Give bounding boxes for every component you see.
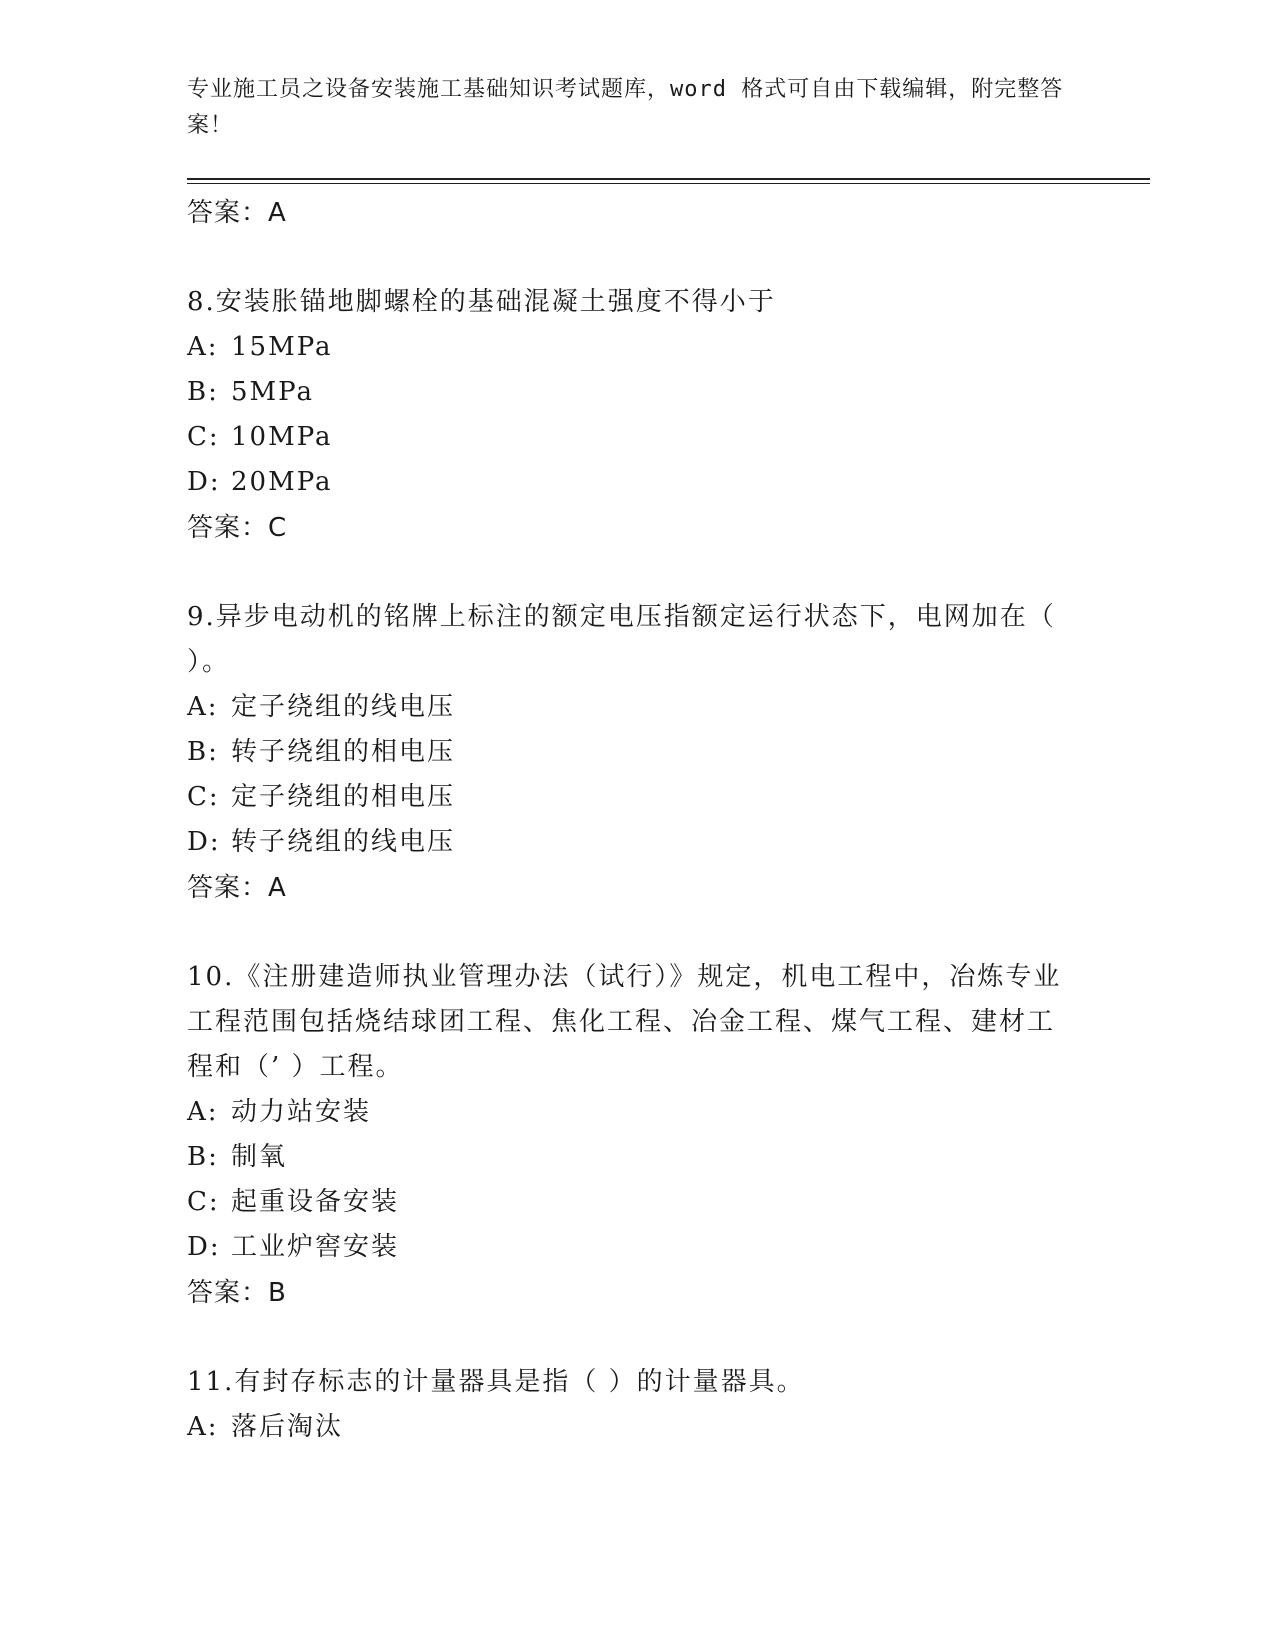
answer-line: 答案：B: [187, 1278, 287, 1308]
option-d: [187, 460, 1087, 505]
option-key: A:: [187, 1412, 219, 1442]
option-text: 动力站安装: [231, 1097, 372, 1127]
question-stem: 8.安装胀锚地脚螺栓的基础混凝土强度不得小于: [187, 287, 776, 317]
header-rule-thin: [187, 183, 1150, 184]
option-key: B:: [187, 377, 219, 407]
option-key: D:: [187, 827, 221, 857]
option-key: B:: [187, 737, 219, 767]
answer-line: 答案：A: [187, 873, 287, 903]
option-text: 定子绕组的线电压: [231, 692, 456, 722]
option-key: A:: [187, 1097, 219, 1127]
header-rule-thick: [187, 178, 1150, 180]
option-text: 工业炉窖安装: [231, 1232, 400, 1262]
question-block: [187, 955, 1087, 1316]
option-key: A:: [187, 332, 219, 362]
option-text: 落后淘汰: [231, 1412, 344, 1442]
question-block: [187, 595, 1087, 911]
option-text: 5MPa: [231, 377, 314, 407]
option-b: [187, 370, 1087, 415]
option-a: [187, 325, 1087, 370]
option-key: A:: [187, 692, 219, 722]
option-key: D:: [187, 1232, 221, 1262]
option-key: B:: [187, 1142, 219, 1172]
option-text: 10MPa: [231, 422, 333, 452]
option-key: C:: [187, 782, 220, 812]
option-key: D:: [187, 467, 221, 497]
option-a: [187, 685, 1087, 730]
option-text: 制氧: [231, 1142, 288, 1172]
option-key: C:: [187, 1187, 220, 1217]
answer-line: 答案：C: [187, 513, 288, 543]
option-c: [187, 415, 1087, 460]
option-a: [187, 1405, 1087, 1450]
option-d: [187, 1225, 1087, 1270]
option-text: 20MPa: [231, 467, 333, 497]
option-b: [187, 730, 1087, 775]
option-text: 定子绕组的相电压: [231, 782, 456, 812]
question-block: [187, 280, 1087, 551]
option-d: [187, 820, 1087, 865]
question-block: [187, 1360, 1087, 1450]
option-text: 转子绕组的相电压: [231, 737, 456, 767]
option-b: [187, 1135, 1087, 1180]
option-a: [187, 1090, 1087, 1135]
option-text: 起重设备安装: [231, 1187, 400, 1217]
question-stem: 9.异步电动机的铭牌上标注的额定电压指额定运行状态下，电网加在（ ）。: [187, 602, 1056, 677]
option-text: 15MPa: [231, 332, 333, 362]
option-text: 转子绕组的线电压: [231, 827, 456, 857]
option-c: [187, 1180, 1087, 1225]
answer-line: 答案：A: [187, 198, 287, 228]
option-key: C:: [187, 422, 220, 452]
question-list: [187, 190, 1087, 1450]
document-header: 专业施工员之设备安装施工基础知识考试题库，word 格式可自由下载编辑，附完整答案！: [187, 77, 1064, 138]
question-stem: 10.《注册建造师执业管理办法（试行）》规定，机电工程中，冶炼专业工程范围包括烧结球团工程、焦化工程、冶金工程、煤气工程、建材工程和（’ ）工程。: [187, 962, 1062, 1082]
question-stem: 11.有封存标志的计量器具是指（ ）的计量器具。: [187, 1367, 805, 1397]
option-c: [187, 775, 1087, 820]
